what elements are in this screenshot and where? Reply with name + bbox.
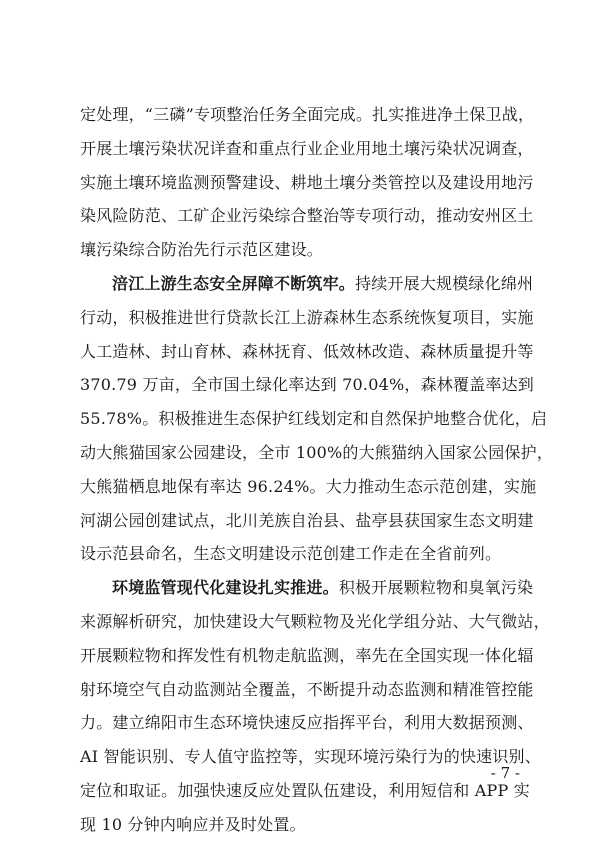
text-line bbox=[80, 571, 534, 605]
text-run: 积极开展颗粒物和臭氧污染 bbox=[338, 578, 534, 598]
text-line: 壤污染综合防治先行示范区建设。 bbox=[80, 240, 324, 260]
text-line: 动大熊猫国家公园建设，全市 100%的大熊猫纳入国家公园保护， bbox=[80, 442, 554, 462]
paragraph-soil-pollution bbox=[80, 98, 535, 267]
section-heading: 环境监管现代化建设扎实推进。 bbox=[112, 578, 339, 598]
text-line: 力。建立绵阳市生态环境快速反应指挥平台，利用大数据预测、 bbox=[80, 713, 534, 733]
text-line: 河湖公园创建试点，北川羌族自治县、盐亭县获国家生态文明建 bbox=[80, 510, 534, 530]
text-line: AI 智能识别、专人值守监控等，实现环境污染行为的快速识别、 bbox=[80, 747, 541, 767]
text-line: 行动，积极推进世行贷款长江上游森林生态系统恢复项目，实施 bbox=[80, 307, 534, 327]
text-line: 定处理，“三磷”专项整治任务全面完成。扎实推进净土保卫战， bbox=[80, 105, 535, 124]
text-line: 大熊猫栖息地保有率达 96.24%。大力推动生态示范创建，实施 bbox=[80, 476, 537, 496]
paragraph-environment-supervision bbox=[80, 571, 550, 841]
text-line: 开展土壤污染状况详查和重点行业企业用地土壤污染状况调查， bbox=[80, 138, 534, 158]
text-line: 来源解析研究，加快建设大气颗粒物及光化学组分站、大气微站， bbox=[80, 611, 550, 631]
text-line: 设示范县命名，生态文明建设示范创建工作走在全省前列。 bbox=[80, 544, 502, 564]
text-line bbox=[80, 267, 534, 301]
text-line: 开展颗粒物和挥发性有机物走航监测，率先在全国实现一体化辐 bbox=[80, 645, 534, 665]
text-line: 人工造林、封山育林、森林抚育、低效林改造、森林质量提升等 bbox=[80, 341, 534, 361]
paragraph-ecological-barrier bbox=[80, 267, 554, 571]
text-line: 实施土壤环境监测预警建设、耕地土壤分类管控以及建设用地污 bbox=[80, 172, 534, 192]
text-line: 射环境空气自动监测站全覆盖，不断提升动态监测和精准管控能 bbox=[80, 679, 534, 699]
document-body bbox=[80, 98, 554, 842]
page-number: - 7 - bbox=[490, 764, 520, 782]
text-run: 持续开展大规模绿化绵州 bbox=[355, 273, 534, 293]
text-line: 370.79 万亩，全市国土绿化率达到 70.04%，森林覆盖率达到 bbox=[80, 375, 534, 395]
text-line: 染风险防范、工矿企业污染综合整治等专项行动，推动安州区土 bbox=[80, 206, 534, 226]
text-line: 定位和取证。加强快速反应处置队伍建设，利用短信和 APP 实 bbox=[80, 780, 530, 800]
section-heading: 涪江上游生态安全屏障不断筑牢。 bbox=[112, 273, 356, 293]
text-line: 55.78%。积极推进生态保护红线划定和自然保护地整合优化，启 bbox=[80, 409, 548, 429]
text-line: 现 10 分钟内响应并及时处置。 bbox=[80, 814, 306, 834]
